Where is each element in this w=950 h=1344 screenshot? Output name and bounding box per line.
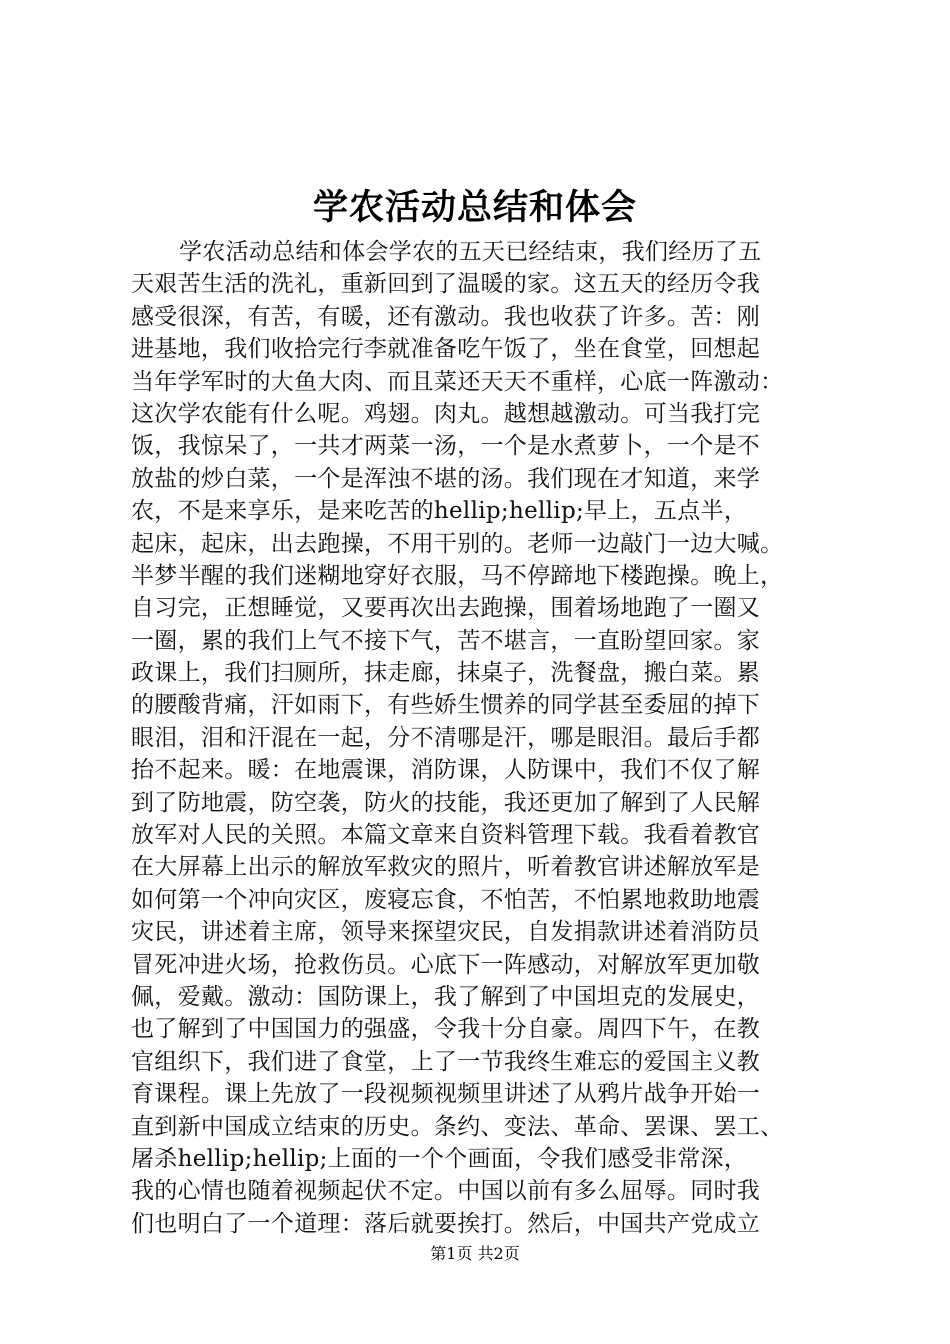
body-line: 学农活动总结和体会学农的五天已经结束，我们经历了五: [179, 239, 762, 265]
body-line: 饭，我惊呆了，一共才两菜一汤，一个是水煮萝卜，一个是不: [131, 433, 761, 460]
body-line: 的腰酸背痛，汗如雨下，有些娇生惯养的同学甚至委屈的掉下: [131, 692, 761, 719]
body-line: 冒死冲进火场，抢救伤员。心底下一阵感动，对解放军更加敬: [131, 951, 761, 978]
body-line: 抬不起来。暖：在地震课，消防课，人防课中，我们不仅了解: [131, 757, 761, 784]
body-line: 半梦半醒的我们迷糊地穿好衣服，马不停蹄地下楼跑操。晚上，: [131, 562, 784, 589]
body-line: 眼泪，泪和汗混在一起，分不清哪是汗，哪是眼泪。最后手都: [131, 724, 761, 751]
body-line: 如何第一个冲向灾区，废寝忘食，不怕苦，不怕累地救助地震: [131, 886, 761, 913]
body-line: 们也明白了一个道理：落后就要挨打。然后，中国共产党成立: [131, 1210, 761, 1237]
body-line: 当年学军时的大鱼大肉、而且菜还天天不重样，心底一阵激动：: [131, 368, 784, 395]
body-line: 直到新中国成立结束的历史。条约、变法、革命、罢课、罢工、: [131, 1113, 784, 1140]
body-line: 到了防地震，防空袭，防火的技能，我还更加了解到了人民解: [131, 789, 761, 816]
body-line: 放盐的炒白菜，一个是浑浊不堪的汤。我们现在才知道，来学: [131, 465, 761, 492]
body-line: 也了解到了中国国力的强盛，令我十分自豪。周四下午，在教: [131, 1016, 761, 1043]
body-line: 佩，爱戴。激动：国防课上，我了解到了中国坦克的发展史，: [131, 983, 761, 1010]
body-line: 屠杀hellip;hellip;上面的一个个画面，令我们感受非常深，: [131, 1145, 748, 1172]
body-line: 天艰苦生活的洗礼，重新回到了温暖的家。这五天的经历令我: [131, 271, 761, 298]
body-line: 感受很深，有苦，有暖，还有激动。我也收获了许多。苦：刚: [131, 303, 761, 330]
document-body: [131, 236, 831, 1240]
page-footer: 第1页 共2页: [430, 1244, 520, 1263]
body-line: 政课上，我们扫厕所，抹走廊，抹桌子，洗餐盘，搬白菜。累: [131, 660, 761, 687]
body-line: 这次学农能有什么呢。鸡翅。肉丸。越想越激动。可当我打完: [131, 400, 761, 427]
body-line: 起床，起床，出去跑操，不用干别的。老师一边敲门一边大喊。: [131, 530, 784, 557]
body-line: 放军对人民的关照。本篇文章来自资料管理下载。我看着教官: [131, 822, 761, 849]
document-title: 学农活动总结和体会: [312, 187, 637, 228]
body-line: 官组织下，我们进了食堂，上了一节我终生难忘的爱国主义教: [131, 1048, 761, 1075]
body-line: 我的心情也随着视频起伏不定。中国以前有多么屈辱。同时我: [131, 1178, 761, 1205]
body-line: 在大屏幕上出示的解放军救灾的照片，听着教官讲述解放军是: [131, 854, 761, 881]
body-line: 进基地，我们收拾完行李就准备吃午饭了，坐在食堂，回想起: [131, 336, 761, 363]
body-line: 灾民，讲述着主席，领导来探望灾民，自发捐款讲述着消防员: [131, 919, 761, 946]
body-line: 一圈，累的我们上气不接下气，苦不堪言，一直盼望回家。家: [131, 627, 761, 654]
body-line: 农，不是来享乐，是来吃苦的hellip;hellip;早上，五点半，: [131, 498, 748, 525]
body-line: 自习完，正想睡觉，又要再次出去跑操，围着场地跑了一圈又: [131, 595, 761, 622]
body-line: 育课程。课上先放了一段视频视频里讲述了从鸦片战争开始一: [131, 1081, 761, 1108]
